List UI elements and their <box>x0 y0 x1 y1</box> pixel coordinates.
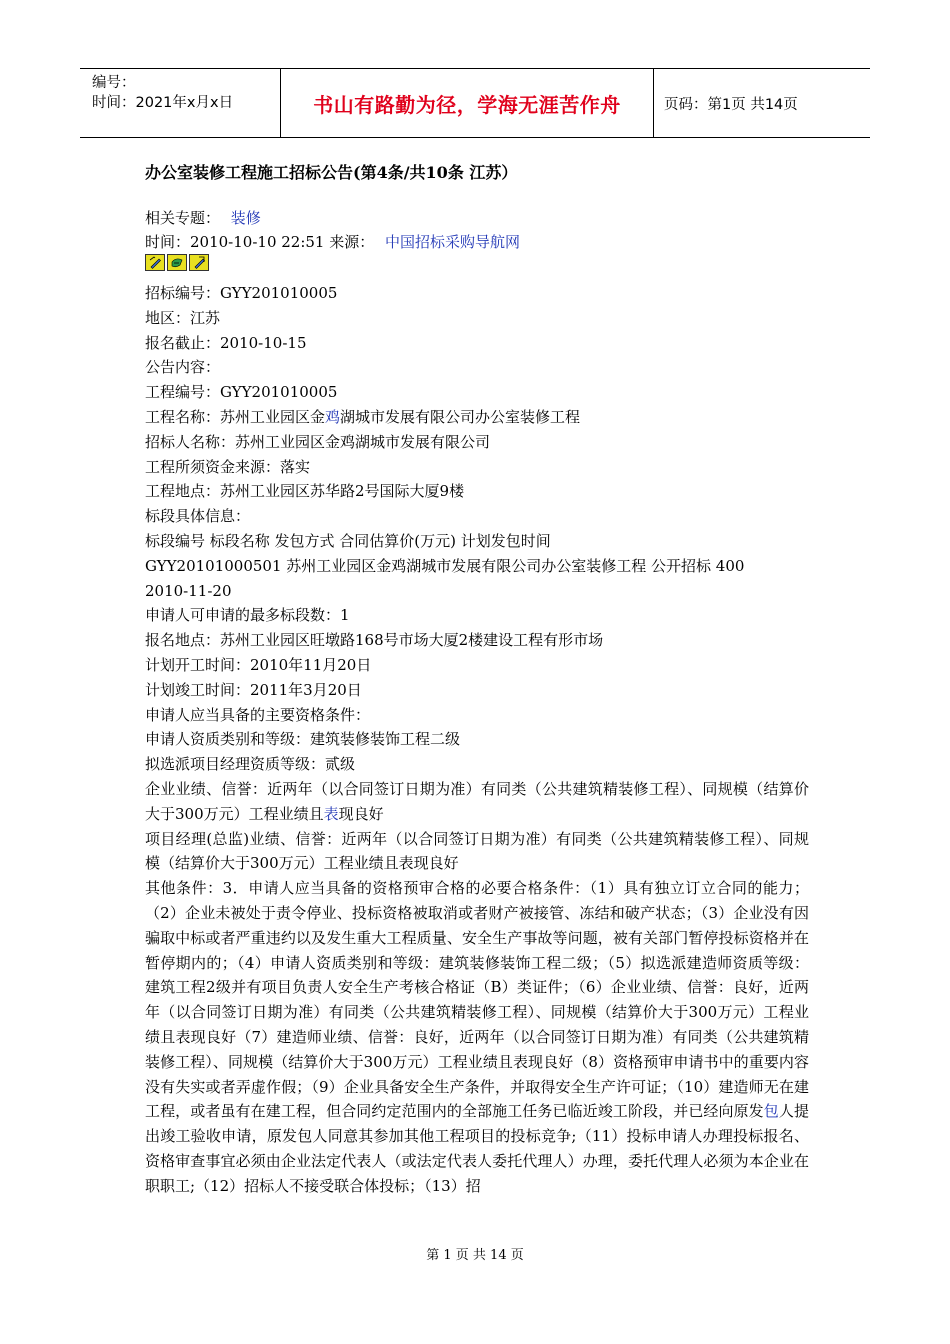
source-link[interactable]: 中国招标采购导航网 <box>385 233 521 251</box>
inline-link[interactable]: 鸡 <box>325 407 341 426</box>
share-icon[interactable] <box>189 254 209 271</box>
print-icon[interactable] <box>145 254 165 271</box>
qualification-label: 申请人应当具备的主要资格条件： <box>145 705 371 724</box>
funding-source: 工程所须资金来源：落实 <box>145 457 311 476</box>
registration-location: 报名地点：苏州工业园区旺墩路168号市场大厦2楼建设工程有形市场 <box>145 631 604 650</box>
registration-deadline: 报名截止：2010-10-15 <box>145 333 307 352</box>
manager-grade: 拟选派项目经理资质等级：贰级 <box>145 755 356 774</box>
document-date-label: 时间：2021年x月x日 <box>92 95 234 111</box>
page-header <box>80 68 870 138</box>
save-icon[interactable] <box>167 254 187 271</box>
tender-number: 招标编号：GYY201010005 <box>145 284 338 302</box>
planned-start: 计划开工时间：2010年11月20日 <box>145 655 372 674</box>
qualification-grade: 申请人资质类别和等级：建筑装修装饰工程二级 <box>145 730 461 749</box>
header-page-info: 页码：第1页 共14页 <box>664 96 798 113</box>
topic-link[interactable]: 装修 <box>230 209 261 227</box>
manager-performance: 项目经理(总监)业绩、信誉：近两年（以合同签订日期为准）有同类（公共建筑精装修工程）、同规模（结算价大于300万元）工程业绩且表现良好 <box>145 829 809 873</box>
enterprise-performance: 企业业绩、信誉：近两年（以合同签订日期为准）有同类（公共建筑精装修工程）、同规模（结算价大于300万元）工程业绩且表现良好 <box>145 779 809 823</box>
section-info-label: 标段具体信息： <box>145 507 251 526</box>
header-motto: 书山有路勤为径，学海无涯苦作舟 <box>281 69 654 137</box>
project-number: 工程编号：GYY201010005 <box>145 383 338 402</box>
announcement-content-label: 公告内容： <box>145 358 221 377</box>
page-title: 办公室装修工程施工招标公告(第4条/共10条 江苏） <box>145 163 518 182</box>
document-number-label: 编号： <box>92 75 136 91</box>
project-name: 工程名称：苏州工业园区金鸡湖城市发展有限公司办公室装修工程 <box>145 407 581 426</box>
inline-link[interactable]: 包 <box>763 1102 779 1121</box>
max-sections: 申请人可申请的最多标段数：1 <box>145 606 350 625</box>
other-conditions: 其他条件：3．申请人应当具备的资格预审合格的必要合格条件：（1）具有独立订立合同的能力；（2）企业未被处于责令停业、投标资格被取消或者财产被接管、冻结和破产状态；（3）企业没有因骗取中标或者严重违约以及发生重大工程质量、安全生产事故等问题，被有关部门暂停投标资格并在暂停期内的；（4）申请人资质类别和等级：建筑装修装饰工程二级；（5）拟选派建造师资质等级：建筑工程2级并有项目负责人安全生产考核合格证（B）类证件；（6）企业业绩、信誉：良好，近两年（以合同签订日期为准）有同类（公共建筑精装修工程）、同规模（结算价大于300万元）工程业绩且表现良好（7）建造师业绩、信誉：良好，近两年（以合同签订日期为准）有同类（公共建筑精装修工程）、同规模（结算价大于300万元）工程业绩且表现良好（8）资格预审申请书中的重要内容没有失实或者弄虚作假；（9）企业具备安全生产条件，并取得安全生产许可证；（10）建造师无在建工程，或者虽有在建工程，但合同约定范围内的全部施工任务已临近竣工阶段，并已经向原发包人提出竣工验收申请，原发包人同意其参加其他工程项目的投标竞争;（11）投标申请人办理投标报名、资格审查事宜必须由企业法定代表人（或法定代表人委托代理人）办理，委托代理人必须为本企业在职职工;（12）招标人不接受联合体投标；（13）招 <box>145 879 809 1195</box>
inline-link[interactable]: 表 <box>323 804 339 823</box>
section-table-row-date: 2010-11-20 <box>145 581 232 600</box>
section-table-header: 标段编号 标段名称 发包方式 合同估算价(万元) 计划发包时间 <box>145 531 551 550</box>
region: 地区：江苏 <box>145 308 221 327</box>
announcement-body <box>145 281 809 1198</box>
toolbar-icons <box>145 254 209 271</box>
time-source-label: 时间：2010-10-10 22:51 来源： <box>145 233 375 251</box>
topic-line <box>145 206 261 230</box>
project-location: 工程地点：苏州工业园区苏华路2号国际大厦9楼 <box>145 482 465 501</box>
time-source-line <box>145 230 520 254</box>
header-meta <box>80 69 281 137</box>
planned-completion: 计划竣工时间：2011年3月20日 <box>145 680 362 699</box>
section-table-row: GYY20101000501 苏州工业园区金鸡湖城市发展有限公司办公室装修工程 公开招标 400 <box>145 556 745 575</box>
tenderer-name: 招标人名称：苏州工业园区金鸡湖城市发展有限公司 <box>145 432 491 451</box>
page-footer: 第 1 页 共 14 页 <box>426 1248 524 1263</box>
topic-label: 相关专题： <box>145 209 221 227</box>
